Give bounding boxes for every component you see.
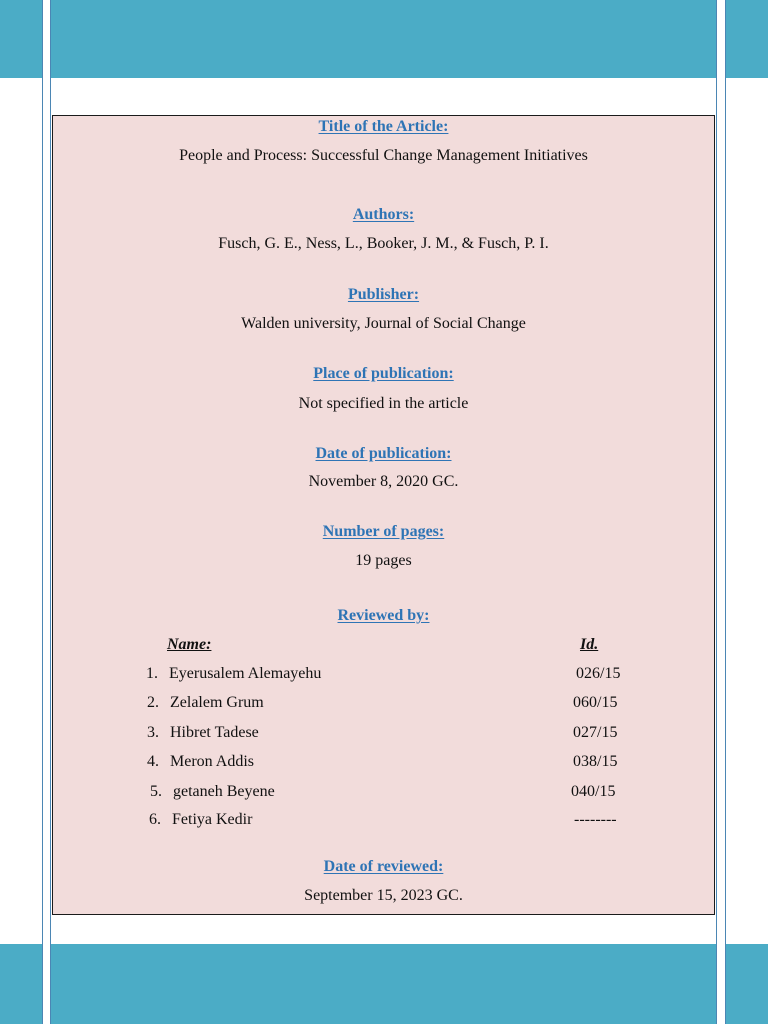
page-border-line [42,0,43,1024]
authors-heading: Authors: [352,206,415,223]
page-border-line [716,0,717,1024]
publication-date-heading: Date of publication: [315,445,452,462]
reviewer-number: 5. [150,783,162,800]
reviewer-id: 027/15 [573,724,618,741]
reviewer-number: 1. [146,665,158,682]
reviewer-number: 6. [149,811,161,828]
bottom-left-band [0,944,42,1024]
reviewer-name: Zelalem Grum [170,694,264,711]
reviewer-number: 2. [147,694,159,711]
reviewer-id: 060/15 [573,694,618,711]
page-border-line [50,0,51,1024]
reviewer-id: 038/15 [573,753,618,770]
reviewer-name: Meron Addis [170,753,254,770]
reviewer-name: Fetiya Kedir [172,811,253,828]
publisher-value: Walden university, Journal of Social Change [241,315,526,332]
place-value: Not specified in the article [298,395,469,412]
title-heading: Title of the Article: [318,118,449,135]
top-right-band [726,0,768,78]
article-title: People and Process: Successful Change Management Initiatives [179,147,588,164]
reviewer-id: 040/15 [571,783,616,800]
publisher-heading: Publisher: [347,286,420,303]
top-left-band [0,0,42,78]
reviewer-number: 3. [147,724,159,741]
name-column-header: Name: [167,636,212,653]
bottom-footer-band [51,944,716,1024]
reviewed-by-heading: Reviewed by: [337,607,430,624]
page-border-line [725,0,726,1024]
reviewer-id: -------- [574,811,617,828]
pages-value: 19 pages [355,552,412,569]
review-date-value: September 15, 2023 GC. [304,887,463,904]
review-date-heading: Date of reviewed: [323,858,444,875]
reviewer-name: Eyerusalem Alemayehu [169,665,322,682]
id-column-header: Id. [580,636,599,653]
article-info-box [52,115,715,915]
reviewer-name: Hibret Tadese [170,724,259,741]
reviewer-number: 4. [147,753,159,770]
pages-heading: Number of pages: [322,523,445,540]
top-header-band [51,0,716,78]
reviewer-id: 026/15 [576,665,621,682]
place-heading: Place of publication: [313,365,454,382]
authors-value: Fusch, G. E., Ness, L., Booker, J. M., & Fusch, P. I. [218,235,549,252]
reviewer-name: getaneh Beyene [173,783,275,800]
bottom-right-band [726,944,768,1024]
publication-date-value: November 8, 2020 GC. [308,473,459,490]
